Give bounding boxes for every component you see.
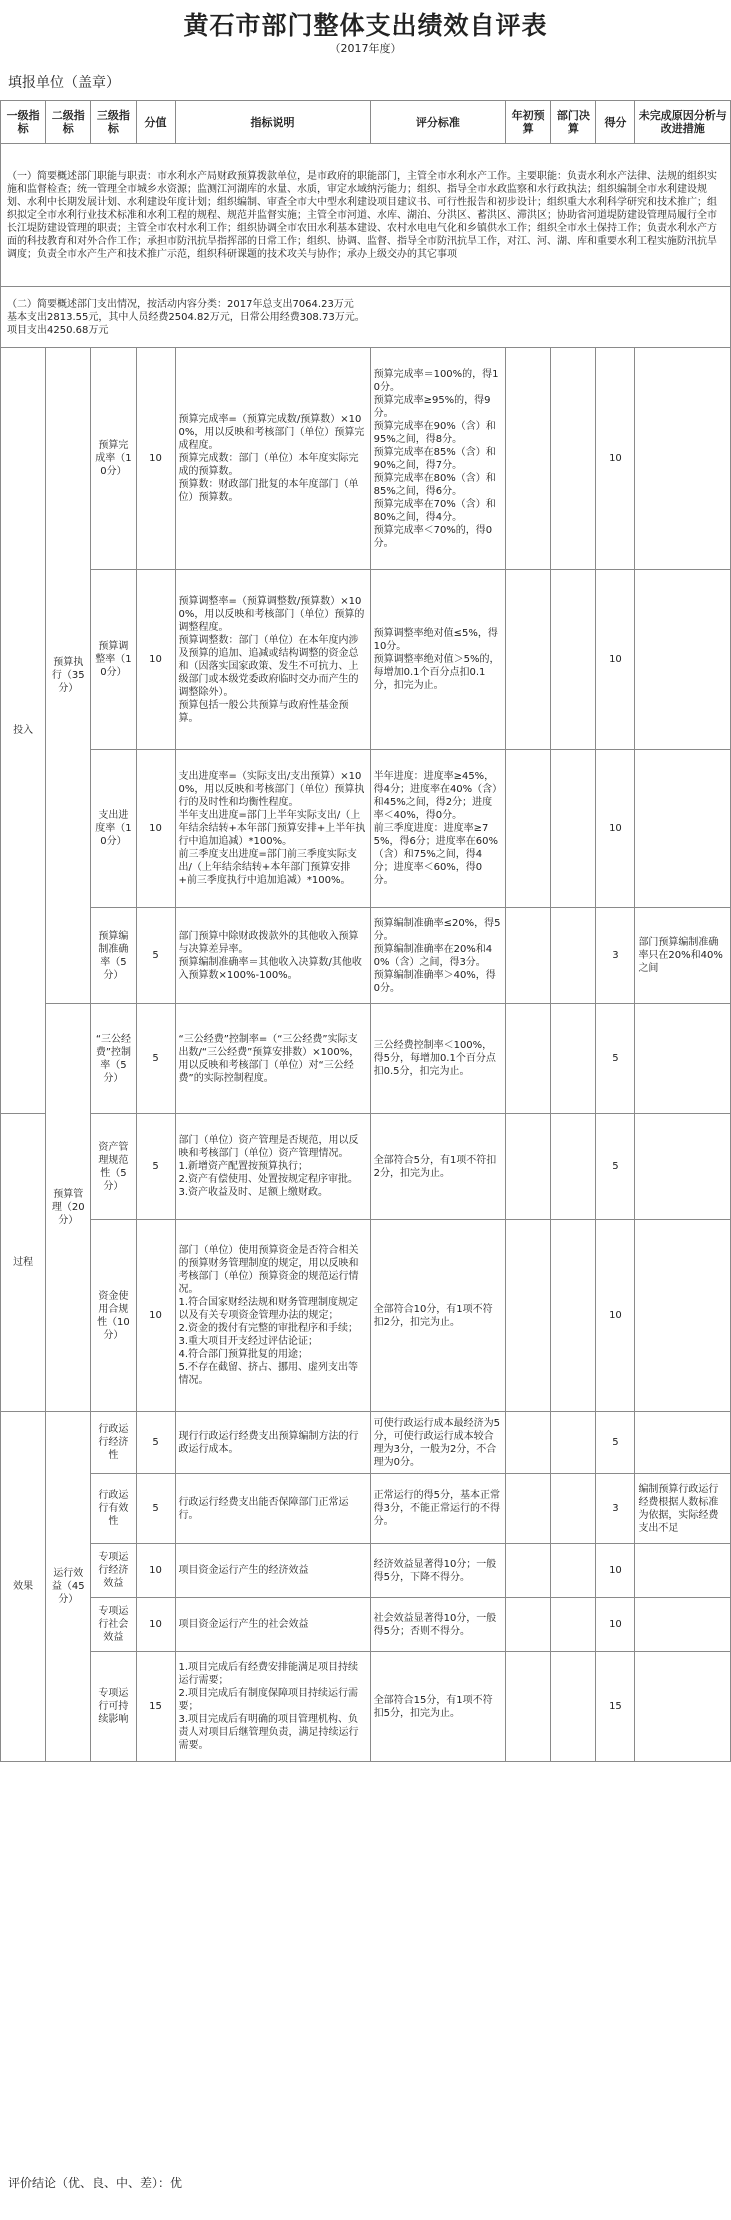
indicator-criteria: 全部符合15分，有1项不符扣5分，扣完为止。: [370, 1652, 506, 1762]
indicator-reason: [635, 1412, 731, 1474]
initial-budget-cell: [506, 1544, 551, 1598]
indicator-score: 5: [136, 1412, 175, 1474]
indicator-score: 10: [136, 1598, 175, 1652]
header-level1: 一级指标: [1, 101, 46, 144]
indicator-name: 预算完成率（10分）: [91, 348, 136, 570]
initial-budget-cell: [506, 908, 551, 1004]
indicator-description: 部门预算中除财政拨款外的其他收入预算与决算差异率。 预算编制准确率＝其他收入决算数/其他收入预算数×100%-100%。: [175, 908, 370, 1004]
indicator-reason: 编制预算行政运行经费根据人数标准为依据，实际经费支出不足: [635, 1474, 731, 1544]
indicator-reason: [635, 1220, 731, 1412]
header-reason: 未完成原因分析与改进措施: [635, 101, 731, 144]
intro-row-expenditure: [1, 287, 731, 348]
indicator-reason: [635, 1544, 731, 1598]
indicator-name: 支出进度率（10分）: [91, 750, 136, 908]
level1-input: 投入: [1, 348, 46, 1114]
table-row: [1, 1598, 731, 1652]
initial-budget-cell: [506, 1114, 551, 1220]
initial-budget-cell: [506, 1220, 551, 1412]
indicator-criteria: 半年进度：进度率≥45%，得4分；进度率在40%（含）和45%之间，得2分；进度率＜40%，得0分。 前三季度进度：进度率≥75%，得6分；进度率在60%（含）和75%之间，得4分；进度率＜60%，得0分。: [370, 750, 506, 908]
indicator-description: 部门（单位）资产管理是否规范，用以反映和考核部门（单位）资产管理情况。 1.新增资产配置按预算执行； 2.资产有偿使用、处置按规定程序审批。 3.资产收益及时、足额上缴财政。: [175, 1114, 370, 1220]
indicator-reason: 部门预算编制准确率只在20%和40%之间: [635, 908, 731, 1004]
header-description: 指标说明: [175, 101, 370, 144]
indicator-criteria: 全部符合10分，有1项不符扣2分，扣完为止。: [370, 1220, 506, 1412]
indicator-name: 专项运行经济效益: [91, 1544, 136, 1598]
final-accounts-cell: [551, 1474, 596, 1544]
table-row: [1, 1544, 731, 1598]
performance-table: [0, 100, 731, 1762]
indicator-description: 支出进度率=（实际支出/支出预算）×100%，用以反映和考核部门（单位）预算执行的及时性和均衡性程度。 半年支出进度=部门上半年实际支出/（上年结余结转+本年部门预算安排+上半年执行中追加追减）*100%。 前三季度支出进度=部门前三季度实际支出/（上年结余结转+本年部门预算安排+前三季度执行中追加追减）*100%。: [175, 750, 370, 908]
indicator-reason: [635, 348, 731, 570]
reporting-unit-label: 填报单位（盖章）: [8, 75, 120, 91]
indicator-criteria: 可使行政运行成本最经济为5分，可使行政运行成本较合理为3分，一般为2分，不合理为0分。: [370, 1412, 506, 1474]
indicator-reason: [635, 1652, 731, 1762]
indicator-points: 10: [596, 348, 635, 570]
indicator-name: 专项运行社会效益: [91, 1598, 136, 1652]
indicator-description: 行政运行经费支出能否保障部门正常运行。: [175, 1474, 370, 1544]
table-row: [1, 348, 731, 570]
final-accounts-cell: [551, 1114, 596, 1220]
indicator-score: 10: [136, 570, 175, 750]
indicator-description: 部门（单位）使用预算资金是否符合相关的预算财务管理制度的规定，用以反映和考核部门（单位）预算资金的规范运行情况。 1.符合国家财经法规和财务管理制度规定以及有关专项资金管理办法的规定； 2.资金的拨付有完整的审批程序和手续； 3.重大项目开支经过评估论证； 4.符合部门预算批复的用途； 5.不存在截留、挤占、挪用、虚列支出等情况。: [175, 1220, 370, 1412]
initial-budget-cell: [506, 348, 551, 570]
indicator-criteria: 预算编制准确率≤20%，得5分。 预算编制准确率在20%和40%（含）之间，得3分。 预算编制准确率＞40%，得0分。: [370, 908, 506, 1004]
indicator-points: 10: [596, 1220, 635, 1412]
final-accounts-cell: [551, 1004, 596, 1114]
final-accounts-cell: [551, 908, 596, 1004]
table-row: [1, 750, 731, 908]
intro-row-duties: [1, 144, 731, 287]
evaluation-conclusion: 评价结论（优、良、中、差）：优: [8, 2176, 183, 2190]
indicator-description: 预算调整率=（预算调整数/预算数）×100%，用以反映和考核部门（单位）预算的调整程度。 预算调整数：部门（单位）在本年度内涉及预算的追加、追减或结构调整的资金总和（因落实国家政策、发生不可抗力、上级部门或本级党委政府临时交办而产生的调整除外）。 预算包括一般公共预算与政府性基金预算。: [175, 570, 370, 750]
header-initial-budget: 年初预算: [506, 101, 551, 144]
header-level3: 三级指标: [91, 101, 136, 144]
level2-operating-benefit: 运行效益（45分）: [46, 1412, 91, 1762]
indicator-criteria: 正常运行的得5分，基本正常得3分，不能正常运行的不得分。: [370, 1474, 506, 1544]
level1-process: 过程: [1, 1114, 46, 1412]
final-accounts-cell: [551, 348, 596, 570]
page-subtitle: （2017年度）: [329, 42, 402, 55]
indicator-score: 5: [136, 1114, 175, 1220]
indicator-points: 15: [596, 1652, 635, 1762]
level2-budget-management: 预算管理（20分）: [46, 1004, 91, 1412]
header-score: 分值: [136, 101, 175, 144]
initial-budget-cell: [506, 1598, 551, 1652]
initial-budget-cell: [506, 1004, 551, 1114]
level2-budget-execution: 预算执行（35分）: [46, 348, 91, 1004]
indicator-score: 5: [136, 1474, 175, 1544]
initial-budget-cell: [506, 570, 551, 750]
table-row: [1, 570, 731, 750]
indicator-name: 资金使用合规性（10分）: [91, 1220, 136, 1412]
indicator-score: 5: [136, 908, 175, 1004]
header-criteria: 评分标准: [370, 101, 506, 144]
indicator-points: 5: [596, 1114, 635, 1220]
indicator-criteria: 预算调整率绝对值≤5%，得10分。 预算调整率绝对值＞5%的，每增加0.1个百分点扣0.1分，扣完为止。: [370, 570, 506, 750]
indicator-score: 10: [136, 750, 175, 908]
indicator-points: 3: [596, 908, 635, 1004]
final-accounts-cell: [551, 570, 596, 750]
indicator-points: 5: [596, 1412, 635, 1474]
indicator-description: 预算完成率=（预算完成数/预算数）×100%，用以反映和考核部门（单位）预算完成程度。 预算完成数：部门（单位）本年度实际完成的预算数。 预算数：财政部门批复的本年度部门（单位）预算数。: [175, 348, 370, 570]
indicator-score: 10: [136, 1544, 175, 1598]
table-header-row: [1, 101, 731, 144]
indicator-description: “三公经费”控制率=（“三公经费”实际支出数/“三公经费”预算安排数）×100%，用以反映和考核部门（单位）对“三公经费”的实际控制程度。: [175, 1004, 370, 1114]
indicator-points: 10: [596, 1598, 635, 1652]
final-accounts-cell: [551, 1598, 596, 1652]
indicator-score: 10: [136, 1220, 175, 1412]
indicator-name: 预算调整率（10分）: [91, 570, 136, 750]
indicator-reason: [635, 1114, 731, 1220]
page-title: 黄石市部门整体支出绩效自评表: [183, 11, 548, 40]
final-accounts-cell: [551, 1544, 596, 1598]
table-row: [1, 1412, 731, 1474]
indicator-name: 预算编制准确率（5分）: [91, 908, 136, 1004]
table-row: [1, 1474, 731, 1544]
indicator-name: 专项运行可持续影响: [91, 1652, 136, 1762]
indicator-name: 行政运行经济性: [91, 1412, 136, 1474]
indicator-points: 10: [596, 570, 635, 750]
indicator-name: 行政运行有效性: [91, 1474, 136, 1544]
indicator-description: 项目资金运行产生的经济效益: [175, 1544, 370, 1598]
indicator-description: 1.项目完成后有经费安排能满足项目持续运行需要； 2.项目完成后有制度保障项目持续运行需要； 3.项目完成后有明确的项目管理机构、负责人对项目后继管理负责，满足持续运行需要。: [175, 1652, 370, 1762]
indicator-criteria: 预算完成率＝100%的，得10分。 预算完成率≥95%的，得9分。 预算完成率在90%（含）和95%之间，得8分。 预算完成率在85%（含）和90%之间，得7分。 预算完成率在80%（含）和85%之间，得6分。 预算完成率在70%（含）和80%之间，得4分。 预算完成率＜70%的，得0分。: [370, 348, 506, 570]
indicator-criteria: 全部符合5分，有1项不符扣2分，扣完为止。: [370, 1114, 506, 1220]
table-row: [1, 1114, 731, 1220]
indicator-criteria: 三公经费控制率＜100%，得5分，每增加0.1个百分点扣0.5分，扣完为止。: [370, 1004, 506, 1114]
indicator-points: 3: [596, 1474, 635, 1544]
final-accounts-cell: [551, 1220, 596, 1412]
indicator-score: 10: [136, 348, 175, 570]
initial-budget-cell: [506, 1474, 551, 1544]
table-row: [1, 1220, 731, 1412]
intro-expenditure: （二）简要概述部门支出情况，按活动内容分类：2017年总支出7064.23万元 基本支出2813.55元，其中人员经费2504.82万元，日常公用经费308.73万元。 项目支出4250.68万元: [1, 287, 731, 348]
indicator-criteria: 经济效益显著得10分；一般得5分，下降不得分。: [370, 1544, 506, 1598]
header-final-accounts: 部门决算: [551, 101, 596, 144]
indicator-description: 现行行政运行经费支出预算编制方法的行政运行成本。: [175, 1412, 370, 1474]
table-row: [1, 1652, 731, 1762]
indicator-name: “三公经费”控制率（5分）: [91, 1004, 136, 1114]
final-accounts-cell: [551, 1652, 596, 1762]
table-row: [1, 908, 731, 1004]
indicator-points: 10: [596, 1544, 635, 1598]
indicator-score: 5: [136, 1004, 175, 1114]
indicator-reason: [635, 750, 731, 908]
indicator-name: 资产管理规范性（5分）: [91, 1114, 136, 1220]
indicator-reason: [635, 1004, 731, 1114]
header-level2: 二级指标: [46, 101, 91, 144]
final-accounts-cell: [551, 1412, 596, 1474]
indicator-reason: [635, 570, 731, 750]
header-points: 得分: [596, 101, 635, 144]
level1-effect: 效果: [1, 1412, 46, 1762]
indicator-points: 10: [596, 750, 635, 908]
initial-budget-cell: [506, 1412, 551, 1474]
indicator-reason: [635, 1598, 731, 1652]
indicator-criteria: 社会效益显著得10分，一般得5分；否则不得分。: [370, 1598, 506, 1652]
initial-budget-cell: [506, 1652, 551, 1762]
indicator-score: 15: [136, 1652, 175, 1762]
indicator-points: 5: [596, 1004, 635, 1114]
table-row: [1, 1004, 731, 1114]
indicator-description: 项目资金运行产生的社会效益: [175, 1598, 370, 1652]
intro-duties: （一）简要概述部门职能与职责：市水利水产局财政预算拨款单位，是市政府的职能部门，主管全市水利水产工作。主要职能：负责水利水产法律、法规的组织实施和监督检查；统一管理全市城乡水资源；监测江河湖库的水量、水质，审定水域纳污能力；组织、指导全市水政监察和水行政执法；组织编制全市水利建设规划、水利中长期发展计划、水利建设年度计划；组织编制、审查全市大中型水利建设项目建议书、可行性报告和初步设计；组织重大水利科学研究和技术推广；组织拟定全市水利行业技术标准和水利工程的规程、规范并监督实施；主管全市河道、水库、湖泊、分洪区、蓄洪区、滞洪区；协助省河道堤防建设管理局履行全市长江堤防建设管理的职责；主管全市农村水利工作；组织协调全市农田水利基本建设、农村水电电气化和乡镇供水工作；组织全市水土保持工作；负责水利水产方面的科技教育和对外合作工作；承担市防汛抗旱指挥部的日常工作；组织、协调、监督、指导全市防汛抗旱工作，对江、河、湖、库和重要水利工程实施防汛抗旱调度；负责全市水产生产和技术推广示范，组织科研课题的技术攻关与协作；承办上级交办的其它事项: [1, 144, 731, 287]
final-accounts-cell: [551, 750, 596, 908]
initial-budget-cell: [506, 750, 551, 908]
